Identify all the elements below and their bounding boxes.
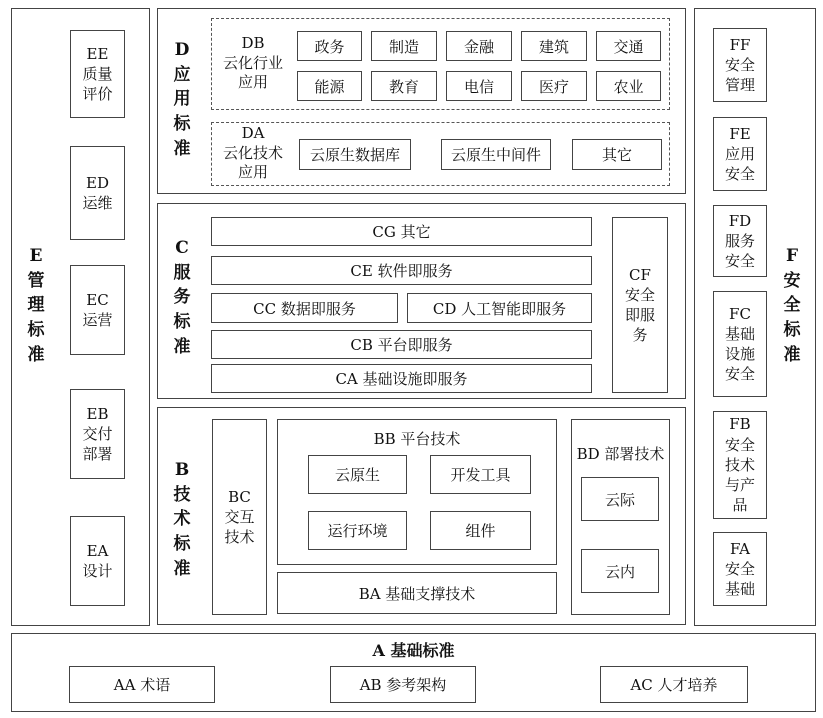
da-other-box: 其它 xyxy=(572,139,662,170)
runtime-environment-box: 运行环境 xyxy=(308,511,407,550)
cg-other-box: CG 其它 xyxy=(211,217,592,246)
fc-infrastructure-security-box: FC 基础 设施 安全 xyxy=(713,291,767,397)
db-label: DB 云化行业 应用 xyxy=(222,34,283,91)
ea-design-box: EA 设计 xyxy=(70,516,125,606)
ab-reference-architecture-box: AB 参考架构 xyxy=(330,666,476,703)
ed-operations-maintenance-box: ED 运维 xyxy=(70,146,125,240)
a-panel-title: A 基础标准 xyxy=(372,640,455,660)
industry-transportation: 交通 xyxy=(596,31,661,61)
bb-label: BB 平台技术 xyxy=(373,430,461,448)
industry-construction: 建筑 xyxy=(521,31,587,61)
b-panel-title: B 技 术 标 准 xyxy=(173,460,191,579)
industry-manufacturing: 制造 xyxy=(371,31,437,61)
industry-agriculture: 农业 xyxy=(596,71,661,101)
f-panel-title: F 安 全 标 准 xyxy=(783,246,801,365)
cb-paas-box: CB 平台即服务 xyxy=(211,330,592,359)
cd-aiaas-box: CD 人工智能即服务 xyxy=(407,293,592,323)
cloud-native-database-box: 云原生数据库 xyxy=(299,139,411,170)
fa-security-foundation-box: FA 安全 基础 xyxy=(713,532,767,606)
c-panel-title: C 服 务 标 准 xyxy=(173,238,191,357)
industry-government: 政务 xyxy=(297,31,362,61)
da-label: DA 云化技术 应用 xyxy=(222,124,283,181)
bc-interaction-tech-box: BC 交互 技术 xyxy=(212,419,267,615)
components-box: 组件 xyxy=(430,511,531,550)
cloud-native-middleware-box: 云原生中间件 xyxy=(441,139,551,170)
fd-service-security-box: FD 服务 安全 xyxy=(713,205,767,277)
inter-cloud-box: 云际 xyxy=(581,477,659,521)
bd-label: BD 部署技术 xyxy=(576,445,665,463)
ff-security-management-box: FF 安全 管理 xyxy=(713,28,767,102)
fb-security-tech-products-box: FB 安全 技术 与产 品 xyxy=(713,411,767,519)
intra-cloud-box: 云内 xyxy=(581,549,659,593)
cf-security-as-a-service-box: CF 安全 即服 务 xyxy=(612,217,668,393)
industry-education: 教育 xyxy=(371,71,437,101)
d-panel-title: D 应 用 标 准 xyxy=(173,40,191,159)
ce-saas-box: CE 软件即服务 xyxy=(211,256,592,285)
ec-operations-box: EC 运营 xyxy=(70,265,125,355)
industry-telecom: 电信 xyxy=(446,71,512,101)
industry-energy: 能源 xyxy=(297,71,362,101)
dev-tools-box: 开发工具 xyxy=(430,455,531,494)
ca-iaas-box: CA 基础设施即服务 xyxy=(211,364,592,393)
ee-quality-evaluation-box: EE 质量 评价 xyxy=(70,30,125,118)
eb-delivery-deployment-box: EB 交付 部署 xyxy=(70,389,125,479)
cloud-native-box: 云原生 xyxy=(308,455,407,494)
industry-finance: 金融 xyxy=(446,31,512,61)
e-panel-title: E 管 理 标 准 xyxy=(27,246,45,365)
industry-healthcare: 医疗 xyxy=(521,71,587,101)
ba-basic-support-tech-box: BA 基础支撑技术 xyxy=(277,572,557,614)
fe-application-security-box: FE 应用 安全 xyxy=(713,117,767,191)
cc-daas-box: CC 数据即服务 xyxy=(211,293,398,323)
ac-talent-cultivation-box: AC 人才培养 xyxy=(600,666,748,703)
aa-terminology-box: AA 术语 xyxy=(69,666,215,703)
